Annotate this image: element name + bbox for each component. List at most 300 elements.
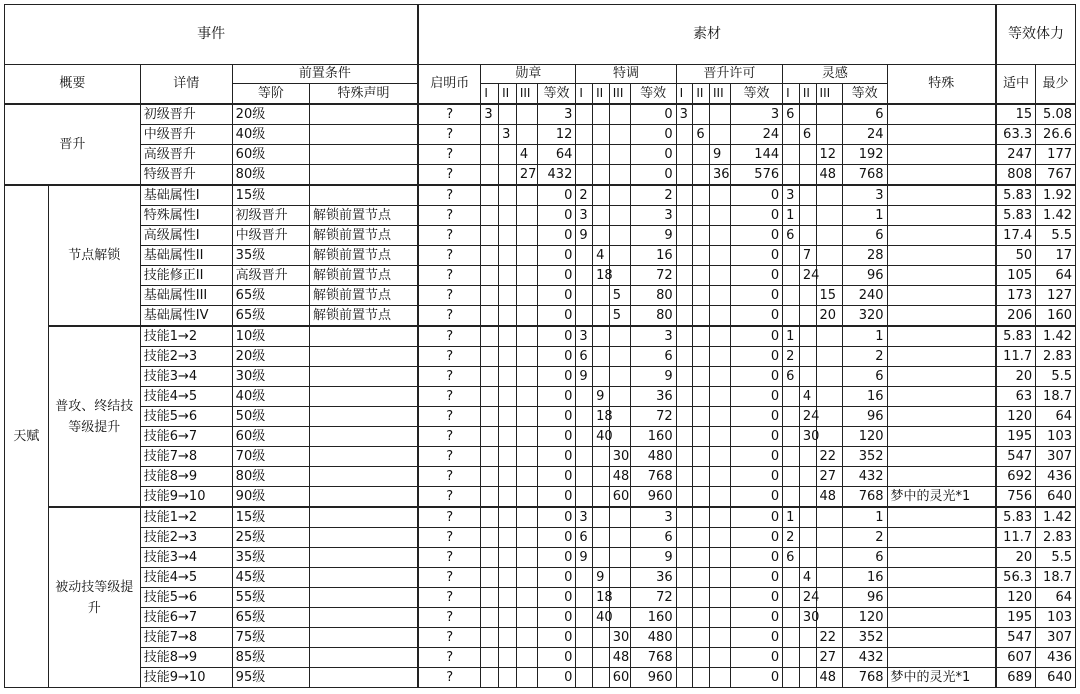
inspiration-3	[816, 568, 842, 588]
medal-2	[499, 568, 517, 588]
tone-1: 6	[576, 528, 593, 548]
special-cell	[887, 206, 996, 226]
tone-2	[593, 347, 610, 367]
inspiration-1: 1	[783, 206, 800, 226]
special-cell	[887, 326, 996, 347]
medal-1	[481, 165, 499, 186]
permit-equiv: 0	[730, 608, 782, 628]
permit-2	[693, 648, 710, 668]
medal-2: 3	[499, 125, 517, 145]
medal-1	[481, 145, 499, 165]
tier-subheader: I	[783, 84, 800, 105]
tone-1: 2	[576, 185, 593, 206]
tone-2	[593, 447, 610, 467]
medal-3	[516, 226, 537, 246]
permit-2	[693, 568, 710, 588]
table-row	[5, 628, 1076, 648]
rank-cell: 15级	[232, 507, 309, 528]
medal-1	[481, 668, 499, 688]
tone-equiv: 2	[630, 185, 676, 206]
permit-3	[710, 326, 731, 347]
tone-1: 6	[576, 347, 593, 367]
coin-cell: ?	[418, 467, 481, 487]
rank-cell: 高级晋升	[232, 266, 309, 286]
inspiration-2	[799, 628, 816, 648]
medal-3	[516, 447, 537, 467]
detail-cell: 特级晋升	[140, 165, 232, 186]
table-row	[5, 608, 1076, 628]
detail-header: 详情	[140, 65, 232, 105]
tier-subheader: I	[576, 84, 593, 105]
tone-2	[593, 467, 610, 487]
inspiration-2	[799, 226, 816, 246]
permit-1	[676, 588, 693, 608]
permit-3	[710, 367, 731, 387]
permit-2	[693, 185, 710, 206]
permit-equiv: 0	[730, 266, 782, 286]
permit-3	[710, 407, 731, 427]
inspiration-3	[816, 185, 842, 206]
detail-cell: 技能2→3	[140, 347, 232, 367]
special-note-cell	[309, 668, 418, 688]
tone-2	[593, 104, 610, 125]
permit-3	[710, 608, 731, 628]
permit-equiv: 0	[730, 427, 782, 447]
table-row	[5, 226, 1076, 246]
medal-1	[481, 648, 499, 668]
medal-equiv: 0	[537, 326, 576, 347]
permit-3	[710, 306, 731, 327]
tone-2	[593, 548, 610, 568]
permit-equiv: 0	[730, 407, 782, 427]
inspiration-3	[816, 125, 842, 145]
permit-2	[693, 145, 710, 165]
rank-cell: 35级	[232, 548, 309, 568]
inspiration-equiv: 768	[842, 487, 887, 508]
tone-1	[576, 125, 593, 145]
tone-2	[593, 628, 610, 648]
permit-3	[710, 104, 731, 125]
permit-3	[710, 467, 731, 487]
inspiration-equiv: 1	[842, 326, 887, 347]
rank-cell: 10级	[232, 326, 309, 347]
detail-cell: 技能3→4	[140, 367, 232, 387]
inspiration-2: 4	[799, 568, 816, 588]
medal-equiv: 0	[537, 507, 576, 528]
tone-3	[609, 104, 630, 125]
permit-equiv: 0	[730, 206, 782, 226]
inspiration-2: 24	[799, 588, 816, 608]
medal-3	[516, 286, 537, 306]
tone-1	[576, 427, 593, 447]
rank-cell: 20级	[232, 104, 309, 125]
medal-1	[481, 387, 499, 407]
special-cell	[887, 104, 996, 125]
tone-1	[576, 246, 593, 266]
group-passive-skill: 被动技等级提升	[48, 507, 140, 688]
permit-2	[693, 226, 710, 246]
stamina-moderate: 247	[996, 145, 1036, 165]
tone-1: 9	[576, 548, 593, 568]
detail-cell: 中级晋升	[140, 125, 232, 145]
inspiration-3	[816, 246, 842, 266]
table-row	[5, 548, 1076, 568]
tone-equiv: 80	[630, 306, 676, 327]
special-cell	[887, 266, 996, 286]
inspiration-3: 22	[816, 447, 842, 467]
medal-3	[516, 608, 537, 628]
rank-cell: 65级	[232, 286, 309, 306]
detail-cell: 技能5→6	[140, 407, 232, 427]
special-cell	[887, 407, 996, 427]
permit-2	[693, 427, 710, 447]
inspiration-1: 6	[783, 367, 800, 387]
medal-2	[499, 347, 517, 367]
special-note-cell	[309, 347, 418, 367]
coin-header: 启明币	[418, 65, 481, 105]
tone-1	[576, 487, 593, 508]
inspiration-2: 30	[799, 427, 816, 447]
inspiration-2	[799, 326, 816, 347]
special-note-cell	[309, 548, 418, 568]
medal-3	[516, 668, 537, 688]
rank-cell: 35级	[232, 246, 309, 266]
permit-3	[710, 125, 731, 145]
special-note-cell	[309, 367, 418, 387]
tone-1	[576, 306, 593, 327]
table-row	[5, 648, 1076, 668]
medal-equiv: 0	[537, 528, 576, 548]
medal-equiv: 0	[537, 648, 576, 668]
permit-3	[710, 668, 731, 688]
talent-material-table	[4, 4, 1076, 688]
inspiration-header: 灵感	[783, 65, 887, 84]
special-note-cell: 解锁前置节点	[309, 286, 418, 306]
special-cell	[887, 246, 996, 266]
tier-subheader: II	[593, 84, 610, 105]
medal-2	[499, 246, 517, 266]
inspiration-2: 24	[799, 266, 816, 286]
permit-3: 36	[710, 165, 731, 186]
table-row	[5, 668, 1076, 688]
permit-2	[693, 628, 710, 648]
medal-equiv: 0	[537, 608, 576, 628]
inspiration-2	[799, 206, 816, 226]
inspiration-2	[799, 185, 816, 206]
coin-cell: ?	[418, 548, 481, 568]
medal-1	[481, 185, 499, 206]
stamina-least: 5.08	[1036, 104, 1076, 125]
tone-1: 3	[576, 507, 593, 528]
medal-2	[499, 286, 517, 306]
detail-cell: 技能1→2	[140, 507, 232, 528]
table-row	[5, 528, 1076, 548]
inspiration-equiv: 320	[842, 306, 887, 327]
stamina-moderate: 15	[996, 104, 1036, 125]
special-note-cell: 解锁前置节点	[309, 266, 418, 286]
permit-2	[693, 165, 710, 186]
tone-3	[609, 246, 630, 266]
stamina-moderate: 173	[996, 286, 1036, 306]
tone-1: 3	[576, 206, 593, 226]
rank-cell: 60级	[232, 145, 309, 165]
permit-2	[693, 347, 710, 367]
permit-equiv: 0	[730, 507, 782, 528]
permit-equiv: 0	[730, 347, 782, 367]
table-row	[5, 185, 1076, 206]
permit-3	[710, 246, 731, 266]
inspiration-3: 27	[816, 467, 842, 487]
medal-3	[516, 367, 537, 387]
medal-3	[516, 185, 537, 206]
medal-3	[516, 588, 537, 608]
special-note-cell	[309, 387, 418, 407]
table-row	[5, 286, 1076, 306]
medal-equiv: 0	[537, 266, 576, 286]
inspiration-equiv: 28	[842, 246, 887, 266]
permit-1	[676, 246, 693, 266]
rank-cell: 45级	[232, 568, 309, 588]
stamina-least: 17	[1036, 246, 1076, 266]
inspiration-3: 48	[816, 487, 842, 508]
tone-1	[576, 286, 593, 306]
inspiration-3	[816, 528, 842, 548]
permit-3	[710, 266, 731, 286]
permit-2	[693, 387, 710, 407]
coin-cell: ?	[418, 185, 481, 206]
inspiration-2	[799, 648, 816, 668]
detail-cell: 技能修正II	[140, 266, 232, 286]
special-cell	[887, 427, 996, 447]
tone-2	[593, 487, 610, 508]
table-row	[5, 125, 1076, 145]
tone-2	[593, 367, 610, 387]
coin-cell: ?	[418, 326, 481, 347]
tone-1	[576, 588, 593, 608]
stamina-least: 640	[1036, 487, 1076, 508]
group-attack-skill: 普攻、终结技等级提升	[48, 326, 140, 507]
inspiration-2	[799, 467, 816, 487]
medal-3	[516, 206, 537, 226]
detail-cell: 技能6→7	[140, 427, 232, 447]
inspiration-equiv: 24	[842, 125, 887, 145]
permit-1	[676, 447, 693, 467]
permit-equiv: 576	[730, 165, 782, 186]
medal-1	[481, 447, 499, 467]
permit-3	[710, 507, 731, 528]
inspiration-equiv: 432	[842, 648, 887, 668]
inspiration-equiv: 3	[842, 185, 887, 206]
medal-2	[499, 326, 517, 347]
stamina-least: 18.7	[1036, 568, 1076, 588]
tier-subheader: II	[499, 84, 517, 105]
permit-3	[710, 528, 731, 548]
tone-2	[593, 125, 610, 145]
stamina-moderate: 120	[996, 407, 1036, 427]
inspiration-3: 27	[816, 648, 842, 668]
moderate-header: 适中	[996, 65, 1036, 105]
medal-2	[499, 266, 517, 286]
table-row	[5, 568, 1076, 588]
detail-cell: 技能2→3	[140, 528, 232, 548]
tone-2	[593, 648, 610, 668]
medal-1	[481, 588, 499, 608]
permit-3	[710, 286, 731, 306]
table-row	[5, 447, 1076, 467]
medal-equiv: 3	[537, 104, 576, 125]
tone-3	[609, 568, 630, 588]
permit-equiv: 0	[730, 306, 782, 327]
permit-1	[676, 306, 693, 327]
medal-1	[481, 628, 499, 648]
inspiration-1	[783, 628, 800, 648]
inspiration-1	[783, 387, 800, 407]
table-row	[5, 347, 1076, 367]
tone-2	[593, 286, 610, 306]
medal-equiv: 0	[537, 568, 576, 588]
special-note-cell	[309, 487, 418, 508]
tone-equiv: 6	[630, 347, 676, 367]
medal-2	[499, 648, 517, 668]
permit-equiv: 0	[730, 548, 782, 568]
rank-cell: 25级	[232, 528, 309, 548]
stamina-least: 436	[1036, 648, 1076, 668]
stamina-least: 1.42	[1036, 326, 1076, 347]
medal-3	[516, 387, 537, 407]
permit-equiv: 0	[730, 447, 782, 467]
special-cell	[887, 568, 996, 588]
permit-equiv: 0	[730, 185, 782, 206]
medal-1	[481, 548, 499, 568]
coin-cell: ?	[418, 145, 481, 165]
coin-cell: ?	[418, 528, 481, 548]
inspiration-1	[783, 306, 800, 327]
permit-1	[676, 125, 693, 145]
tone-2	[593, 145, 610, 165]
tone-2	[593, 185, 610, 206]
special-cell: 梦中的灵光*1	[887, 487, 996, 508]
tone-2	[593, 668, 610, 688]
rank-cell: 15级	[232, 185, 309, 206]
tone-1	[576, 266, 593, 286]
special-cell	[887, 467, 996, 487]
table-row	[5, 326, 1076, 347]
special-cell	[887, 367, 996, 387]
stamina-least: 2.83	[1036, 347, 1076, 367]
tone-2: 18	[593, 407, 610, 427]
inspiration-3: 12	[816, 145, 842, 165]
tone-equiv: 6	[630, 528, 676, 548]
medal-3	[516, 407, 537, 427]
medal-equiv: 432	[537, 165, 576, 186]
medal-3: 4	[516, 145, 537, 165]
medal-2	[499, 548, 517, 568]
inspiration-2: 24	[799, 407, 816, 427]
stamina-moderate: 5.83	[996, 185, 1036, 206]
medal-equiv: 12	[537, 125, 576, 145]
permit-3	[710, 588, 731, 608]
coin-cell: ?	[418, 628, 481, 648]
inspiration-1: 1	[783, 326, 800, 347]
tone-equiv: 0	[630, 145, 676, 165]
tone-3: 48	[609, 648, 630, 668]
permit-1	[676, 548, 693, 568]
inspiration-1	[783, 588, 800, 608]
tone-2	[593, 165, 610, 186]
medal-3	[516, 648, 537, 668]
table-row	[5, 427, 1076, 447]
rank-cell: 80级	[232, 467, 309, 487]
rank-cell: 75级	[232, 628, 309, 648]
permit-3: 9	[710, 145, 731, 165]
permit-2	[693, 407, 710, 427]
tone-equiv: 3	[630, 507, 676, 528]
inspiration-1	[783, 608, 800, 628]
permit-3	[710, 387, 731, 407]
inspiration-1	[783, 246, 800, 266]
medal-header: 勋章	[481, 65, 576, 84]
permit-equiv: 0	[730, 628, 782, 648]
inspiration-2	[799, 145, 816, 165]
medal-2	[499, 145, 517, 165]
permit-1	[676, 427, 693, 447]
coin-cell: ?	[418, 588, 481, 608]
detail-cell: 技能4→5	[140, 387, 232, 407]
permit-1	[676, 467, 693, 487]
special-cell	[887, 548, 996, 568]
inspiration-equiv: 352	[842, 447, 887, 467]
coin-cell: ?	[418, 226, 481, 246]
special-header: 特殊	[887, 65, 996, 105]
medal-equiv: 0	[537, 548, 576, 568]
special-note-cell	[309, 648, 418, 668]
coin-cell: ?	[418, 648, 481, 668]
stamina-least: 127	[1036, 286, 1076, 306]
permit-3	[710, 206, 731, 226]
detail-cell: 技能4→5	[140, 568, 232, 588]
tone-3	[609, 528, 630, 548]
materials-header: 素材	[418, 5, 996, 65]
detail-cell: 高级属性I	[140, 226, 232, 246]
special-cell	[887, 125, 996, 145]
tone-3	[609, 185, 630, 206]
special-note-cell	[309, 568, 418, 588]
medal-2	[499, 104, 517, 125]
coin-cell: ?	[418, 206, 481, 226]
inspiration-equiv: 6	[842, 548, 887, 568]
medal-equiv: 0	[537, 588, 576, 608]
tone-1	[576, 104, 593, 125]
stamina-moderate: 105	[996, 266, 1036, 286]
inspiration-equiv: 768	[842, 165, 887, 186]
stamina-least: 640	[1036, 668, 1076, 688]
stamina-moderate: 195	[996, 608, 1036, 628]
rank-cell: 20级	[232, 347, 309, 367]
stamina-least: 64	[1036, 266, 1076, 286]
medal-3	[516, 507, 537, 528]
medal-1	[481, 246, 499, 266]
inspiration-equiv: 120	[842, 608, 887, 628]
medal-3	[516, 246, 537, 266]
event-header: 事件	[5, 5, 419, 65]
permit-1	[676, 648, 693, 668]
tone-equiv: 0	[630, 104, 676, 125]
medal-1	[481, 206, 499, 226]
rank-cell: 60级	[232, 427, 309, 447]
tone-equiv: 160	[630, 608, 676, 628]
detail-cell: 技能7→8	[140, 628, 232, 648]
inspiration-1	[783, 487, 800, 508]
